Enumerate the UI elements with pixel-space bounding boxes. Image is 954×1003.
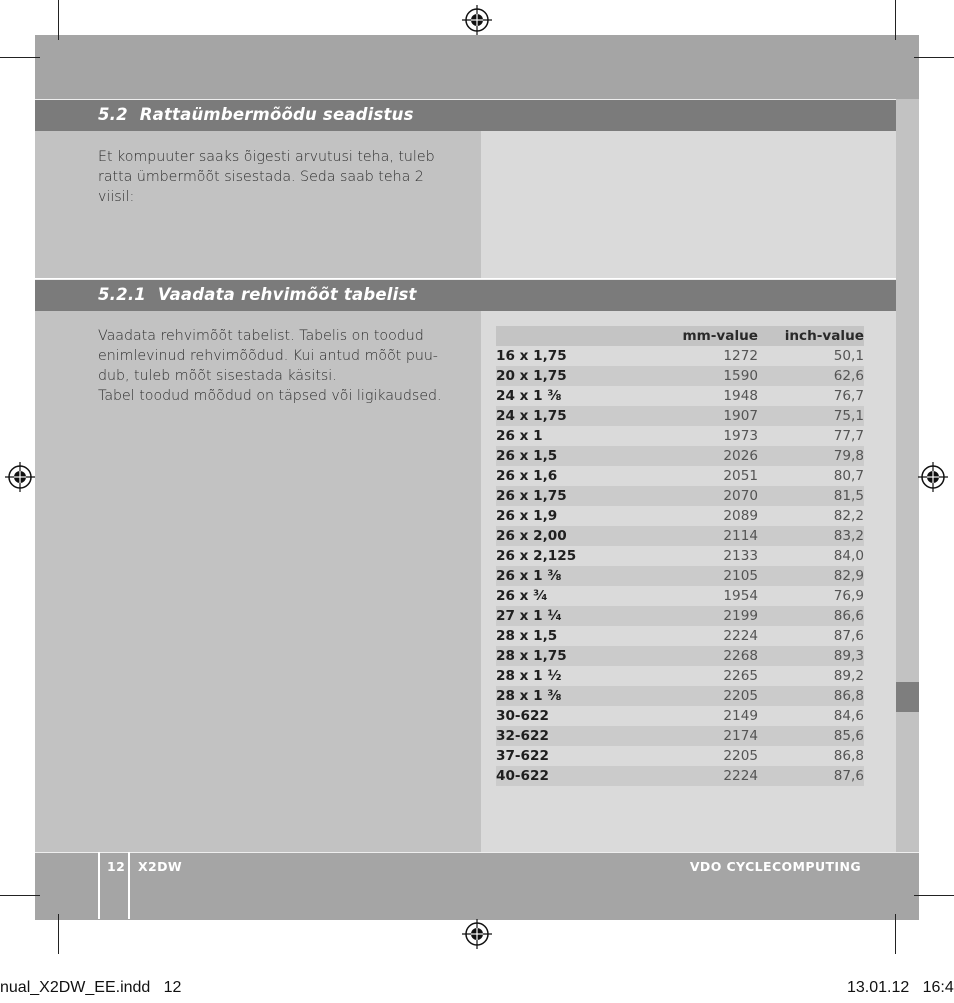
table-header-size: [496, 326, 666, 346]
table-cell-size: 26 x 2,00: [496, 528, 567, 544]
table-cell-inch: 89,2: [833, 668, 864, 684]
table-row: [496, 346, 864, 366]
table-cell-inch: 62,6: [833, 368, 864, 384]
table-row: [496, 586, 864, 606]
table-cell-inch: 84,6: [833, 708, 864, 724]
table-cell-inch: 82,2: [833, 508, 864, 524]
table-cell-mm: 2224: [723, 768, 758, 784]
table-row: [496, 646, 864, 666]
table-cell-mm: 2105: [723, 568, 758, 584]
registration-mark-icon: [462, 919, 492, 949]
table-cell-mm: 2265: [723, 668, 758, 684]
table-cell-inch: 87,6: [833, 628, 864, 644]
table-cell-size: 26 x 1,5: [496, 448, 558, 464]
section-title: 5.2 Rattaümbermõõdu seadistus: [98, 105, 414, 124]
table-cell-mm: 1948: [723, 388, 758, 404]
slug-file-info: [0, 979, 181, 997]
footer-divider: [128, 852, 130, 919]
side-thumb-tab: [896, 682, 919, 712]
subsection-title: 5.2.1 Vaadata rehvimõõt tabelist: [98, 285, 417, 304]
slug-date: 13.01.12: [847, 979, 910, 996]
table-cell-size: 32-622: [496, 728, 549, 744]
table-cell-size: 26 x 1: [496, 428, 543, 444]
subsection-paragraph-1: Vaadata rehvimõõt tabelist. Tabelis on toodud enimlevinud rehvimõõdud. Kui antud mõõt puu-dub, tuleb mõõt sisestada käsitsi.: [98, 328, 438, 384]
table-cell-mm: 2205: [723, 748, 758, 764]
table-row: [496, 406, 864, 426]
table-cell-inch: 82,9: [833, 568, 864, 584]
slug-date-info: [847, 979, 954, 997]
table-cell-inch: 76,7: [833, 388, 864, 404]
table-row: [496, 766, 864, 786]
table-cell-mm: 2051: [723, 468, 758, 484]
subsection-heading-bar: [35, 279, 896, 311]
table-cell-mm: 2133: [723, 548, 758, 564]
table-row: [496, 366, 864, 386]
footer-band: [35, 852, 919, 920]
registration-mark-icon: [462, 5, 492, 35]
table-cell-mm: 1907: [723, 408, 758, 424]
table-cell-size: 28 x 1,75: [496, 648, 567, 664]
top-band: [35, 35, 919, 99]
crop-mark-icon: [895, 914, 896, 954]
table-cell-inch: 80,7: [833, 468, 864, 484]
table-cell-size: 24 x 1,75: [496, 408, 567, 424]
footer-divider: [98, 852, 100, 919]
table-row: [496, 706, 864, 726]
footer-brand: VDO CYCLECOMPUTING: [689, 859, 861, 874]
table-cell-inch: 86,8: [833, 688, 864, 704]
table-row: [496, 426, 864, 446]
crop-mark-icon: [58, 0, 59, 40]
table-cell-mm: 2205: [723, 688, 758, 704]
table-cell-inch: 86,8: [833, 748, 864, 764]
crop-mark-icon: [914, 895, 954, 896]
table-row: [496, 626, 864, 646]
table-cell-mm: 1973: [723, 428, 758, 444]
table-cell-inch: 89,3: [833, 648, 864, 664]
crop-mark-icon: [895, 0, 896, 40]
table-cell-inch: 77,7: [833, 428, 864, 444]
table-cell-inch: 86,6: [833, 608, 864, 624]
table-cell-mm: 2199: [723, 608, 758, 624]
table-row: [496, 486, 864, 506]
table-row: [496, 506, 864, 526]
table-cell-mm: 1954: [723, 588, 758, 604]
table-cell-size: 26 x 1 ³⁄₈: [496, 568, 562, 584]
table-cell-mm: 2149: [723, 708, 758, 724]
section-heading-bar: [35, 99, 896, 131]
table-cell-size: 28 x 1 ³⁄₈: [496, 688, 562, 704]
subsection-left-panel: [35, 311, 481, 852]
crop-mark-icon: [0, 895, 40, 896]
crop-mark-icon: [0, 57, 40, 58]
table-row: [496, 526, 864, 546]
table-cell-size: 20 x 1,75: [496, 368, 567, 384]
table-cell-inch: 81,5: [833, 488, 864, 504]
footer-page-number: 12: [107, 859, 126, 874]
crop-mark-icon: [914, 57, 954, 58]
table-cell-inch: 50,1: [833, 348, 864, 364]
table-cell-inch: 84,0: [833, 548, 864, 564]
table-header-inch: inch-value: [784, 328, 864, 344]
table-header-mm: mm-value: [682, 328, 758, 344]
table-cell-size: 26 x 1,9: [496, 508, 558, 524]
subsection-text: [98, 326, 458, 406]
table-cell-size: 16 x 1,75: [496, 348, 567, 364]
table-row: [496, 566, 864, 586]
table-cell-size: 40-622: [496, 768, 549, 784]
table-cell-mm: 2224: [723, 628, 758, 644]
tyre-size-table: [496, 326, 864, 786]
table-cell-size: 30-622: [496, 708, 549, 724]
table-cell-mm: 2026: [723, 448, 758, 464]
table-row: [496, 606, 864, 626]
slug-file-name: nual_X2DW_EE.indd: [0, 979, 151, 996]
table-cell-inch: 85,6: [833, 728, 864, 744]
table-row: [496, 446, 864, 466]
table-cell-inch: 83,2: [833, 528, 864, 544]
slug-page: 12: [163, 979, 182, 996]
table-cell-size: 37-622: [496, 748, 549, 764]
table-cell-size: 24 x 1 ³⁄₈: [496, 388, 562, 404]
footer-model: X2DW: [138, 859, 183, 874]
table-cell-size: 26 x 1,6: [496, 468, 558, 484]
table-header-row: [496, 326, 864, 346]
table-cell-size: 27 x 1 ¹⁄₄: [496, 608, 562, 624]
section-left-panel: [35, 131, 481, 278]
table-row: [496, 746, 864, 766]
table-cell-mm: 1590: [723, 368, 758, 384]
section-right-panel: [481, 131, 896, 278]
table-cell-size: 26 x ³⁄₄: [496, 588, 548, 604]
table-cell-mm: 1272: [723, 348, 758, 364]
table-row: [496, 686, 864, 706]
registration-mark-icon: [918, 462, 948, 492]
table-cell-size: 28 x 1,5: [496, 628, 558, 644]
table-cell-inch: 87,6: [833, 768, 864, 784]
table-row: [496, 546, 864, 566]
table-cell-mm: 2089: [723, 508, 758, 524]
table-cell-mm: 2070: [723, 488, 758, 504]
side-strip: [896, 99, 919, 852]
table-cell-mm: 2174: [723, 728, 758, 744]
table-row: [496, 386, 864, 406]
table-row: [496, 666, 864, 686]
slug-time: 16:4: [922, 979, 954, 996]
table-cell-mm: 2268: [723, 648, 758, 664]
crop-mark-icon: [58, 914, 59, 954]
table-cell-mm: 2114: [723, 528, 758, 544]
table-cell-size: 26 x 1,75: [496, 488, 567, 504]
table-cell-size: 26 x 2,125: [496, 548, 577, 564]
table-row: [496, 726, 864, 746]
registration-mark-icon: [5, 462, 35, 492]
table-cell-inch: 76,9: [833, 588, 864, 604]
subsection-paragraph-2: Tabel toodud mõõdud on täpsed või ligikaudsed.: [98, 388, 442, 404]
section-intro-text: Et kompuuter saaks õigesti arvutusi teha, tuleb ratta ümbermõõt sisestada. Seda saab teha 2 viisil:: [98, 149, 435, 205]
table-row: [496, 466, 864, 486]
table-cell-size: 28 x 1 ¹⁄₂: [496, 668, 562, 684]
table-cell-inch: 75,1: [833, 408, 864, 424]
table-cell-inch: 79,8: [833, 448, 864, 464]
